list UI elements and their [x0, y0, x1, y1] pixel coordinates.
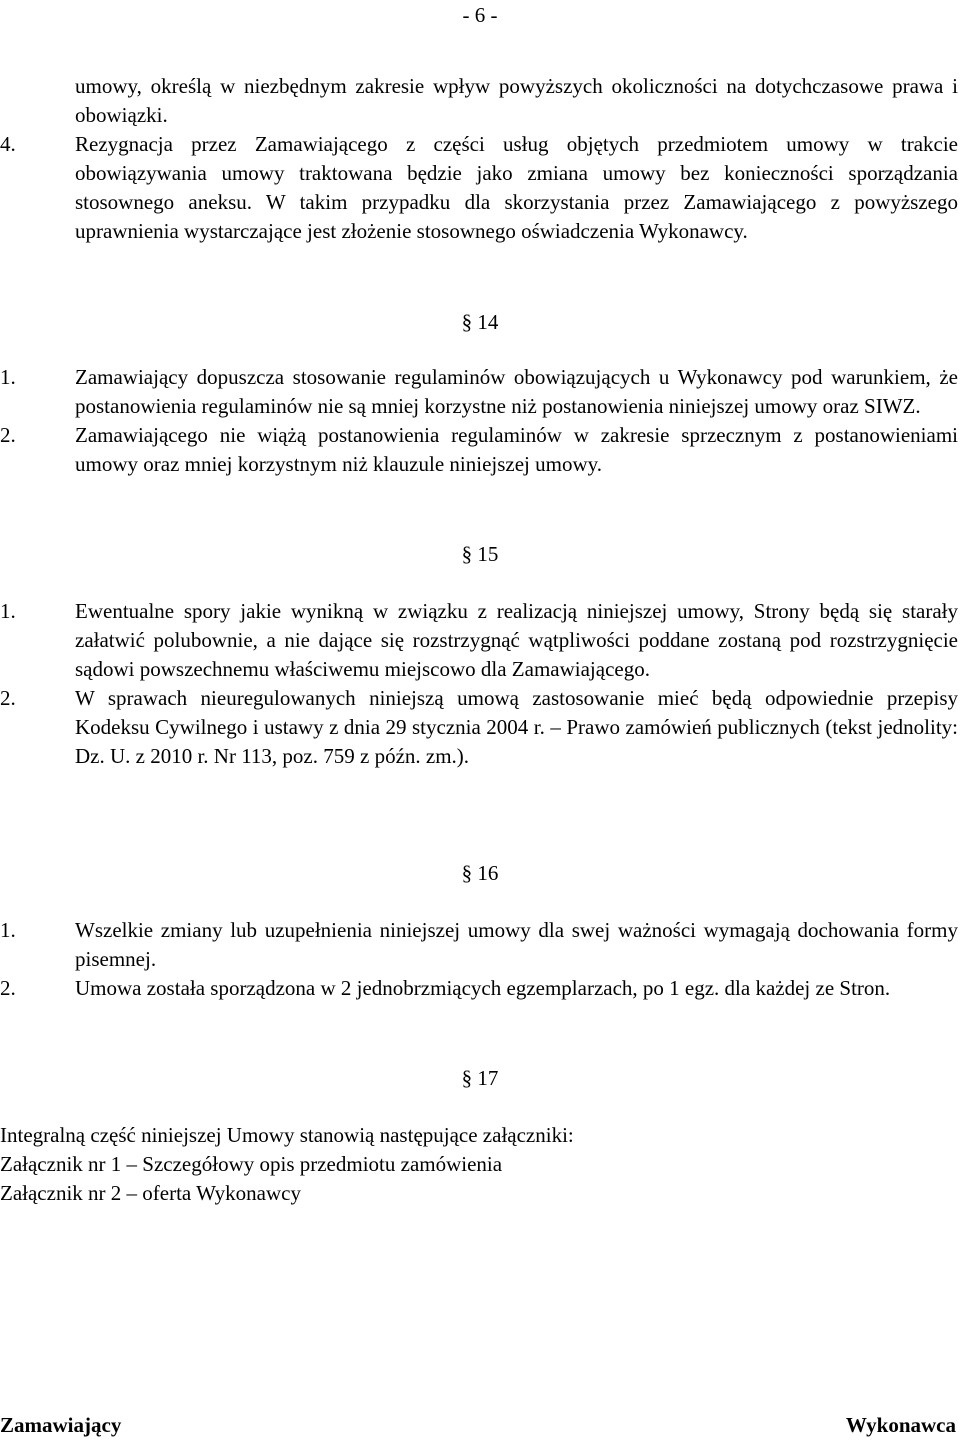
section-heading: § 14 — [461, 310, 499, 334]
list-item — [0, 916, 958, 974]
intro-block — [0, 72, 958, 246]
list-item — [0, 130, 958, 246]
list-item — [0, 974, 958, 1003]
list-item — [0, 684, 958, 771]
item-text: Ewentualne spory jakie wynikną w związku z realizacją niniejszej umowy, Strony będą się starały załatwić polubownie, a nie dające się rozstrzygnąć wątpliwości poddane zostaną pod rozstrzygnięcie sądowi powszechnemu właściwemu miejscowo dla Zamawiającego. — [75, 599, 958, 681]
attachments-intro: Integralną część niniejszej Umowy stanowią następujące załączniki: — [0, 1123, 574, 1147]
list-item — [0, 363, 958, 421]
signature-label-contractor: Wykonawca — [845, 1413, 956, 1437]
item-number: 1. — [0, 599, 16, 623]
item-text: Zamawiającego nie wiążą postanowienia regulaminów w zakresie sprzecznym z postanowieniami umowy oraz mniej korzystnym niż klauzule niniejszej umowy. — [75, 423, 958, 476]
item-number: 1. — [0, 918, 16, 942]
item-number: 1. — [0, 365, 16, 389]
attachment-line: Załącznik nr 1 – Szczegółowy opis przedmiotu zamówienia — [0, 1152, 503, 1176]
item-number: 2. — [0, 686, 16, 710]
item-number: 2. — [0, 976, 16, 1000]
attachment-line: Załącznik nr 2 – oferta Wykonawcy — [0, 1181, 301, 1205]
paragraph-continuation: umowy, określą w niezbędnym zakresie wpływ powyższych okoliczności na dotychczasowe prawa i obowiązki. — [75, 74, 958, 127]
section-heading: § 16 — [461, 861, 499, 885]
section-16-body — [0, 916, 958, 1003]
item-text: Zamawiający dopuszcza stosowanie regulaminów obowiązujących u Wykonawcy pod warunkiem, że postanowienia regulaminów nie są mniej korzystne niż postanowienia niniejszej umowy oraz SIWZ. — [75, 365, 958, 418]
item-text: W sprawach nieuregulowanych niniejszą umową zastosowanie mieć będą odpowiednie przepisy Kodeksu Cywilnego i ustawy z dnia 29 stycznia 2004 r. – Prawo zamówień publicznych (tekst jednolity: Dz. U. z 2010 r. Nr 113, poz. 759 z późn. zm.). — [75, 686, 958, 768]
item-text: Umowa została sporządzona w 2 jednobrzmiących egzemplarzach, po 1 egz. dla każdej ze Stron. — [75, 976, 891, 1000]
section-17-body — [0, 1121, 958, 1208]
section-14-body — [0, 363, 958, 479]
item-number: 4. — [0, 132, 16, 156]
signature-label-client: Zamawiający — [0, 1413, 122, 1437]
page-number: - 6 - — [462, 3, 498, 27]
section-heading: § 17 — [461, 1066, 499, 1090]
list-item — [0, 421, 958, 479]
item-text: Wszelkie zmiany lub uzupełnienia niniejszej umowy dla swej ważności wymagają dochowania formy pisemnej. — [75, 918, 958, 971]
item-number: 2. — [0, 423, 16, 447]
section-heading: § 15 — [461, 542, 499, 566]
item-text: Rezygnacja przez Zamawiającego z części usług objętych przedmiotem umowy w trakcie obowiązywania umowy traktowana będzie jako zmiana umowy bez konieczności sporządzania stosownego aneksu. W takim przypadku dla skorzystania przez Zamawiającego z powyższego uprawnienia wystarczające jest złożenie stosownego oświadczenia Wykonawcy. — [75, 132, 958, 243]
section-15-body — [0, 597, 958, 771]
list-item — [0, 597, 958, 684]
